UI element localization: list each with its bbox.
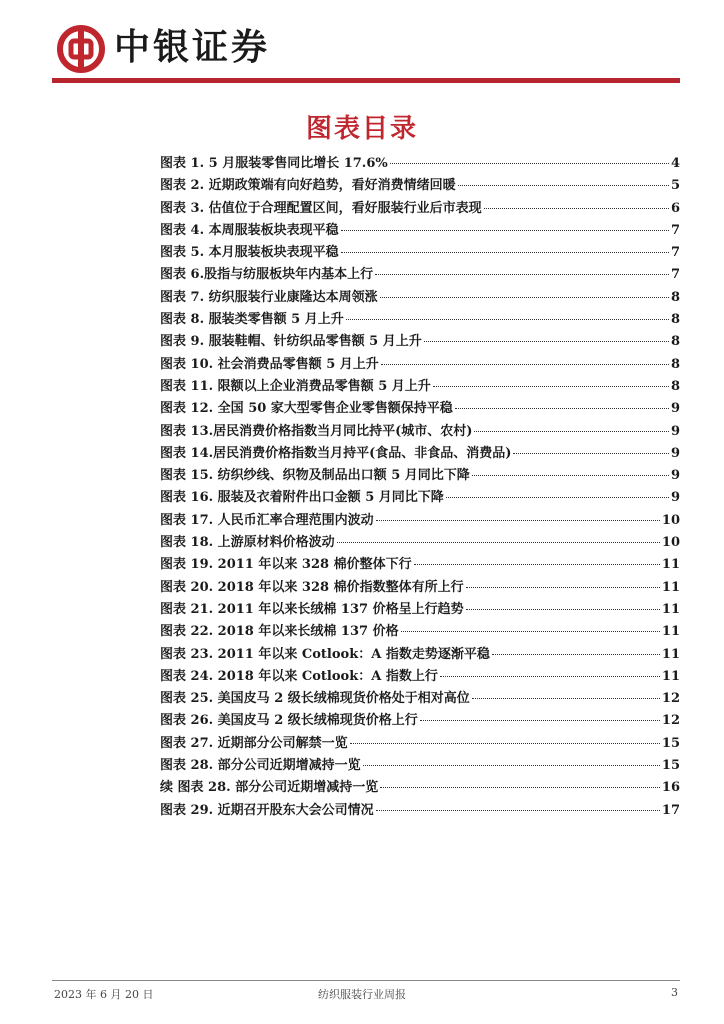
toc-dot-leader bbox=[350, 743, 660, 744]
toc-entry-label: 图表 3. 估值位于合理配置区间，看好服装行业后市表现 bbox=[160, 200, 482, 216]
toc-entry[interactable] bbox=[160, 152, 680, 174]
toc-entry[interactable] bbox=[160, 620, 680, 642]
toc-entry-label: 图表 28. 部分公司近期增减持一览 bbox=[160, 758, 361, 774]
toc-dot-leader bbox=[341, 252, 669, 253]
toc-entry-label: 续 图表 28. 部分公司近期增减持一览 bbox=[160, 780, 379, 796]
toc-dot-leader bbox=[380, 787, 660, 788]
toc-entry-page: 11 bbox=[661, 668, 680, 684]
toc-entry-page: 10 bbox=[661, 535, 680, 551]
toc-dot-leader bbox=[414, 564, 660, 565]
toc-entry-page: 7 bbox=[670, 245, 680, 261]
footer-report-title: 纺织服装行业周报 bbox=[318, 988, 406, 1001]
toc-dot-leader bbox=[376, 520, 660, 521]
toc-entry-page: 7 bbox=[670, 267, 680, 283]
toc-dot-leader bbox=[424, 341, 669, 342]
toc-entry-label: 图表 19. 2011 年以来 328 棉价整体下行 bbox=[160, 557, 412, 573]
toc-entry-page: 16 bbox=[661, 780, 680, 796]
toc-entry[interactable] bbox=[160, 375, 680, 397]
toc-entry[interactable] bbox=[160, 531, 680, 553]
toc-dot-leader bbox=[446, 497, 669, 498]
toc-entry-page: 11 bbox=[661, 646, 680, 662]
toc-entry-page: 11 bbox=[661, 624, 680, 640]
footer-date: 2023 年 6 月 20 日 bbox=[54, 988, 154, 1001]
toc-entry-page: 12 bbox=[661, 713, 680, 729]
toc-dot-leader bbox=[376, 810, 660, 811]
toc-dot-leader bbox=[381, 364, 669, 365]
toc-entry-label: 图表 14.居民消费价格指数当月持平(食品、非食品、消费品) bbox=[160, 445, 512, 461]
header-divider bbox=[52, 78, 680, 83]
toc-entry-label: 图表 18. 上游原材料价格波动 bbox=[160, 535, 335, 551]
toc-dot-leader bbox=[466, 587, 660, 588]
toc-entry[interactable] bbox=[160, 799, 680, 821]
toc-entry-label: 图表 29. 近期召开股东大会公司情况 bbox=[160, 802, 374, 818]
toc-entry[interactable] bbox=[160, 219, 680, 241]
toc-entry-label: 图表 24. 2018 年以来 Cotlook：A 指数上行 bbox=[160, 668, 438, 684]
toc-entry-page: 8 bbox=[670, 334, 680, 350]
toc-entry-page: 9 bbox=[670, 423, 680, 439]
toc-dot-leader bbox=[472, 475, 669, 476]
toc-entry-label: 图表 13.居民消费价格指数当月同比持平(城市、农村) bbox=[160, 423, 473, 439]
toc-entry[interactable] bbox=[160, 754, 680, 776]
toc-entry-page: 8 bbox=[670, 378, 680, 394]
toc-entry-label: 图表 16. 服装及衣着附件出口金额 5 月同比下降 bbox=[160, 490, 444, 506]
brand-name: 中银证券 bbox=[114, 27, 271, 68]
toc-entry-page: 11 bbox=[661, 557, 680, 573]
toc-entry-label: 图表 17. 人民币汇率合理范围内波动 bbox=[160, 512, 374, 528]
toc-entry-page: 9 bbox=[670, 401, 680, 417]
toc-entry-label: 图表 6.股指与纺服板块年内基本上行 bbox=[160, 267, 374, 283]
toc-entry[interactable] bbox=[160, 486, 680, 508]
toc-entry[interactable] bbox=[160, 576, 680, 598]
toc-dot-leader bbox=[455, 408, 669, 409]
toc-dot-leader bbox=[390, 163, 669, 164]
toc-dot-leader bbox=[346, 319, 669, 320]
toc-entry-page: 15 bbox=[661, 758, 680, 774]
toc-entry-label: 图表 8. 服装类零售额 5 月上升 bbox=[160, 312, 344, 328]
toc-dot-leader bbox=[492, 654, 660, 655]
toc-entry-label: 图表 21. 2011 年以来长绒棉 137 价格呈上行趋势 bbox=[160, 601, 464, 617]
toc-entry-label: 图表 25. 美国皮马 2 级长绒棉现货价格处于相对高位 bbox=[160, 691, 470, 707]
toc-entry-page: 5 bbox=[670, 178, 680, 194]
toc-dot-leader bbox=[474, 431, 669, 432]
toc-entry-page: 11 bbox=[661, 579, 680, 595]
toc-entry-label: 图表 5. 本月服装板块表现平稳 bbox=[160, 245, 339, 261]
toc-entry-page: 11 bbox=[661, 601, 680, 617]
toc-entry-label: 图表 11. 限额以上企业消费品零售额 5 月上升 bbox=[160, 378, 431, 394]
toc-title: 图表目录 bbox=[305, 114, 418, 144]
toc-entry-label: 图表 12. 全国 50 家大型零售企业零售额保持平稳 bbox=[160, 401, 453, 417]
toc-entry-page: 10 bbox=[661, 512, 680, 528]
footer-divider bbox=[52, 980, 680, 981]
toc-entry-page: 12 bbox=[661, 691, 680, 707]
toc-dot-leader bbox=[341, 230, 669, 231]
toc-dot-leader bbox=[337, 542, 660, 543]
toc-entry[interactable] bbox=[160, 397, 680, 419]
toc-entry-label: 图表 23. 2011 年以来 Cotlook：A 指数走势逐渐平稳 bbox=[160, 646, 490, 662]
toc-entry-label: 图表 2. 近期政策端有向好趋势，看好消费情绪回暖 bbox=[160, 178, 456, 194]
toc-entry[interactable] bbox=[160, 353, 680, 375]
toc-entry[interactable] bbox=[160, 643, 680, 665]
toc-entry-page: 9 bbox=[670, 445, 680, 461]
toc-dot-leader bbox=[484, 208, 669, 209]
toc-entry-label: 图表 27. 近期部分公司解禁一览 bbox=[160, 735, 348, 751]
toc-entry[interactable] bbox=[160, 509, 680, 531]
toc-entry[interactable] bbox=[160, 286, 680, 308]
toc-entry[interactable] bbox=[160, 464, 680, 486]
toc-entry[interactable] bbox=[160, 553, 680, 575]
toc-entry-label: 图表 1. 5 月服装零售同比增长 17.6% bbox=[160, 156, 388, 171]
toc-entry[interactable] bbox=[160, 442, 680, 464]
toc-entry-label: 图表 15. 纺织纱线、织物及制品出口额 5 月同比下降 bbox=[160, 468, 470, 484]
toc-entry-page: 4 bbox=[670, 156, 680, 171]
toc-entry-page: 9 bbox=[670, 490, 680, 506]
toc-entry[interactable] bbox=[160, 687, 680, 709]
toc-entry[interactable] bbox=[160, 263, 680, 285]
footer-page-number: 3 bbox=[671, 986, 678, 999]
toc-entry-label: 图表 22. 2018 年以来长绒棉 137 价格 bbox=[160, 624, 399, 640]
toc-entry[interactable] bbox=[160, 732, 680, 754]
toc-entry[interactable] bbox=[160, 174, 680, 196]
toc-dot-leader bbox=[363, 765, 660, 766]
toc-entry-page: 9 bbox=[670, 468, 680, 484]
bank-of-china-logo-icon bbox=[56, 24, 106, 74]
toc-entry[interactable] bbox=[160, 665, 680, 687]
toc-entry-label: 图表 10. 社会消费品零售额 5 月上升 bbox=[160, 356, 379, 372]
toc-entry-page: 8 bbox=[670, 289, 680, 305]
toc-dot-leader bbox=[472, 698, 660, 699]
toc-entry-label: 图表 26. 美国皮马 2 级长绒棉现货价格上行 bbox=[160, 713, 418, 729]
toc-entry-label: 图表 20. 2018 年以来 328 棉价指数整体有所上行 bbox=[160, 579, 464, 595]
toc-dot-leader bbox=[466, 609, 660, 610]
toc-dot-leader bbox=[433, 386, 669, 387]
toc-dot-leader bbox=[380, 297, 669, 298]
toc-entry[interactable] bbox=[160, 709, 680, 731]
toc-entry-label: 图表 9. 服装鞋帽、针纺织品零售额 5 月上升 bbox=[160, 334, 422, 350]
toc-entry[interactable] bbox=[160, 598, 680, 620]
toc-entry-page: 6 bbox=[670, 200, 680, 216]
toc-entry[interactable] bbox=[160, 308, 680, 330]
toc-entry-page: 8 bbox=[670, 356, 680, 372]
toc-entry[interactable] bbox=[160, 330, 680, 352]
toc-dot-leader bbox=[401, 631, 660, 632]
toc-dot-leader bbox=[375, 274, 669, 275]
toc-entry-page: 8 bbox=[670, 312, 680, 328]
toc-entry[interactable] bbox=[160, 420, 680, 442]
toc-entry-label: 图表 7. 纺织服装行业康隆达本周领涨 bbox=[160, 289, 378, 305]
toc-list bbox=[160, 152, 680, 821]
toc-entry-label: 图表 4. 本周服装板块表现平稳 bbox=[160, 222, 339, 238]
toc-entry[interactable] bbox=[160, 197, 680, 219]
toc-entry-page: 15 bbox=[661, 735, 680, 751]
toc-entry-page: 7 bbox=[670, 222, 680, 238]
page-header bbox=[52, 22, 682, 84]
toc-dot-leader bbox=[458, 185, 669, 186]
toc-entry[interactable] bbox=[160, 776, 680, 798]
toc-dot-leader bbox=[420, 720, 660, 721]
toc-entry-page: 17 bbox=[661, 802, 680, 818]
toc-dot-leader bbox=[513, 453, 669, 454]
toc-entry[interactable] bbox=[160, 241, 680, 263]
toc-dot-leader bbox=[440, 676, 660, 677]
